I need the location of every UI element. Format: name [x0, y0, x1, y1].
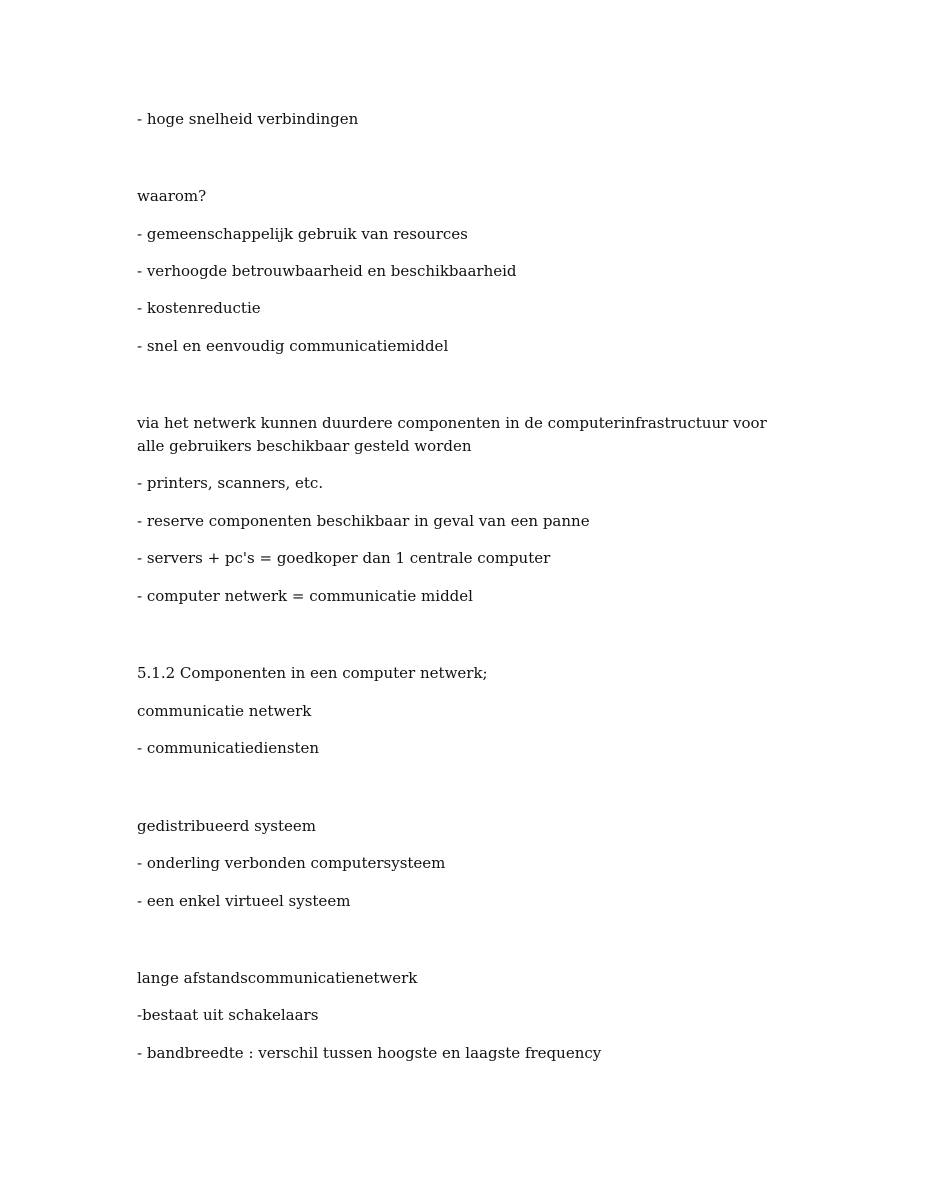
list-item: - verhoogde betrouwbaarheid en beschikbaarheid — [137, 262, 517, 280]
list-item: -bestaat uit schakelaars — [137, 1006, 319, 1024]
list-item: - bandbreedte : verschil tussen hoogste en laagste frequency — [137, 1044, 602, 1062]
section-heading: waarom? — [137, 187, 207, 205]
list-item: - printers, scanners, etc. — [137, 474, 324, 492]
section-heading: communicatie netwerk — [137, 702, 312, 720]
list-item: - kostenreductie — [137, 299, 261, 317]
list-item: - onderling verbonden computersysteem — [137, 854, 446, 872]
list-item: - communicatiediensten — [137, 739, 320, 757]
list-item: - gemeenschappelijk gebruik van resources — [137, 225, 468, 243]
section-heading: gedistribueerd systeem — [137, 817, 317, 835]
list-item: - hoge snelheid verbindingen — [137, 110, 359, 128]
paragraph: via het netwerk kunnen duurdere componenten in de computerinfrastructuur voor alle gebruikers beschikbaar gesteld worden — [137, 414, 767, 455]
list-item: - een enkel virtueel systeem — [137, 892, 351, 910]
section-heading: 5.1.2 Componenten in een computer netwerk; — [137, 664, 488, 682]
list-item: - servers + pc's = goedkoper dan 1 centrale computer — [137, 549, 551, 567]
list-item: - snel en eenvoudig communicatiemiddel — [137, 337, 449, 355]
section-heading: lange afstandscommunicatienetwerk — [137, 969, 418, 987]
list-item: - computer netwerk = communicatie middel — [137, 587, 473, 605]
list-item: - reserve componenten beschikbaar in geval van een panne — [137, 512, 590, 530]
